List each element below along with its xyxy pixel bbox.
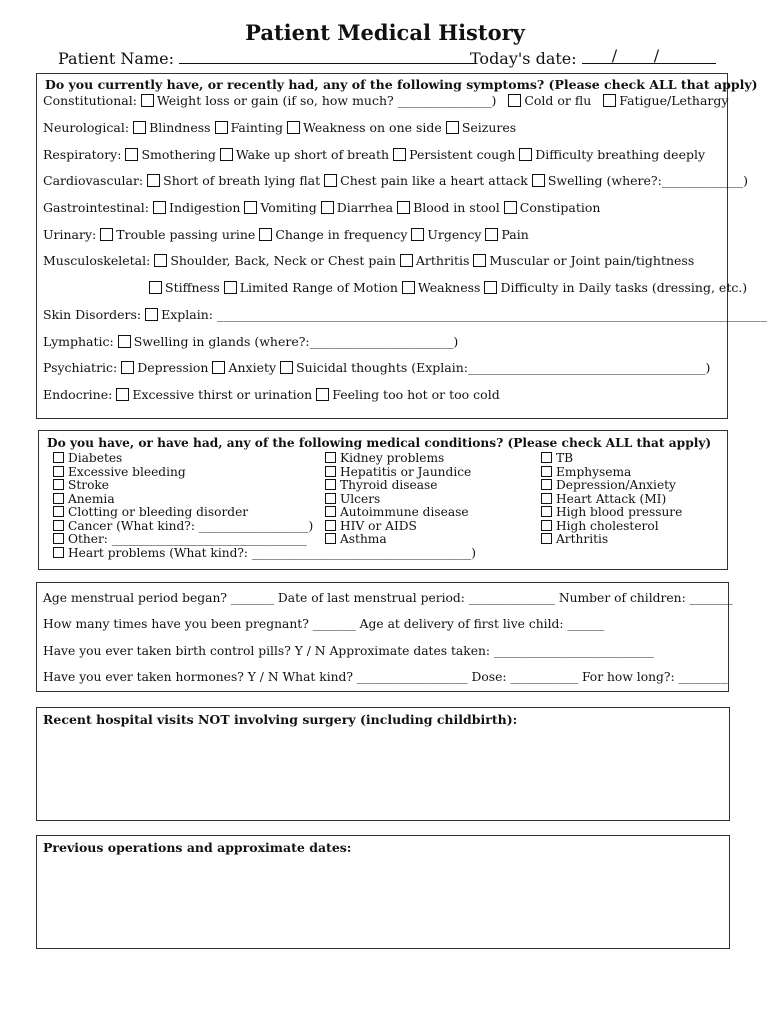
depression-option: Depression — [137, 360, 209, 375]
condition-label: Clotting or bleeding disorder — [68, 505, 249, 519]
respiratory-label: Respiratory: — [43, 147, 122, 162]
difficulty-breathing-option: Difficulty breathing deeply — [535, 147, 706, 162]
checkbox[interactable] — [325, 520, 336, 531]
condition-item — [325, 533, 471, 547]
psychiatric-row — [43, 360, 710, 376]
condition-label: Asthma — [340, 532, 387, 546]
operations-section[interactable] — [36, 835, 730, 949]
smothering-option: Smothering — [141, 147, 216, 162]
condition-item — [325, 479, 471, 493]
condition-item — [541, 479, 682, 493]
blindness-option: Blindness — [149, 120, 211, 135]
page-title: Patient Medical History — [245, 20, 525, 45]
condition-label: Kidney problems — [340, 451, 445, 465]
constitutional-row — [43, 93, 728, 109]
checkbox[interactable] — [125, 148, 138, 161]
fatigue-option: Fatigue/Lethargy — [619, 93, 729, 108]
patient-name-field[interactable] — [179, 49, 475, 64]
constipation-option: Constipation — [519, 200, 601, 215]
checkbox[interactable] — [53, 466, 64, 477]
checkbox[interactable] — [147, 174, 160, 187]
operations-label: Previous operations and approximate dates: — [43, 840, 352, 855]
condition-item — [325, 493, 471, 507]
menstrual-row[interactable]: Age menstrual period began? _______ Date of last menstrual period: ______________ Number of children: _______ — [43, 591, 733, 605]
urinary-label: Urinary: — [43, 227, 97, 242]
hospital-visits-section[interactable] — [36, 707, 730, 821]
checkbox[interactable] — [541, 452, 552, 463]
condition-item — [541, 506, 682, 520]
condition-item — [325, 466, 471, 480]
musculoskeletal-row-2 — [145, 280, 747, 296]
urinary-row — [43, 227, 529, 243]
skin-explain-field[interactable]: Explain: ________________________________________________________________________________________ — [161, 307, 767, 322]
checkbox[interactable] — [244, 201, 257, 214]
checkbox[interactable] — [141, 94, 154, 107]
checkbox[interactable] — [541, 533, 552, 544]
checkbox[interactable] — [259, 228, 272, 241]
todays-date-label: Today's date: — [470, 49, 577, 68]
checkbox[interactable] — [53, 520, 64, 531]
condition-item — [325, 506, 471, 520]
symptoms-heading: Do you currently have, or recently had, any of the following symptoms? (Please check ALL that apply) — [45, 77, 758, 92]
indigestion-option: Indigestion — [169, 200, 241, 215]
todays-date-row — [470, 46, 716, 68]
checkbox[interactable] — [321, 201, 334, 214]
checkbox[interactable] — [402, 281, 415, 294]
cardiovascular-label: Cardiovascular: — [43, 173, 144, 188]
checkbox[interactable] — [446, 121, 459, 134]
condition-label: Thyroid disease — [340, 478, 438, 492]
checkbox[interactable] — [316, 388, 329, 401]
checkbox[interactable] — [504, 201, 517, 214]
lymphatic-label: Lymphatic: — [43, 334, 114, 349]
checkbox[interactable] — [121, 361, 134, 374]
checkbox[interactable] — [397, 201, 410, 214]
musculoskeletal-row — [43, 253, 694, 269]
wake-up-option: Wake up short of breath — [235, 147, 390, 162]
checkbox[interactable] — [603, 94, 616, 107]
chest-pain-option: Chest pain like a heart attack — [340, 173, 528, 188]
checkbox[interactable] — [324, 174, 337, 187]
constitutional-label: Constitutional: — [43, 93, 137, 108]
neurological-label: Neurological: — [43, 120, 130, 135]
trouble-option: Trouble passing urine — [116, 227, 256, 242]
pain-option: Pain — [501, 227, 529, 242]
urgency-option: Urgency — [427, 227, 482, 242]
condition-item — [325, 520, 471, 534]
condition-label: Heart Attack (MI) — [556, 491, 667, 506]
checkbox[interactable] — [280, 361, 293, 374]
condition-label: High blood pressure — [556, 505, 683, 519]
swelling-option: Swelling (where?:_____________) — [547, 173, 748, 188]
condition-label: Excessive bleeding — [68, 464, 186, 479]
checkbox[interactable] — [224, 281, 237, 294]
endocrine-label: Endocrine: — [43, 387, 113, 402]
checkbox[interactable] — [133, 121, 146, 134]
checkbox[interactable] — [53, 493, 64, 504]
condition-item — [541, 533, 682, 547]
cardiovascular-row — [43, 173, 748, 189]
checkbox[interactable] — [541, 466, 552, 477]
short-breath-option: Short of breath lying flat — [163, 173, 321, 188]
patient-name-row — [58, 49, 475, 68]
skin-row — [43, 307, 767, 323]
pregnancy-row[interactable]: How many times have you been pregnant? _______ Age at delivery of first live child: ______ — [43, 617, 605, 631]
musculoskeletal-label: Musculoskeletal: — [43, 253, 151, 268]
suicidal-option: Suicidal thoughts (Explain:______________________________________) — [296, 360, 711, 375]
condition-label: Other: ________________________________ — [68, 532, 307, 546]
condition-label: Diabetes — [68, 451, 123, 465]
condition-item — [541, 493, 682, 507]
checkbox[interactable] — [145, 308, 158, 321]
condition-label: Anemia — [68, 491, 115, 506]
condition-label: Arthritis — [556, 532, 609, 546]
checkbox[interactable] — [287, 121, 300, 134]
endocrine-row — [43, 387, 500, 403]
condition-label: Depression/Anxiety — [556, 478, 676, 492]
blood-stool-option: Blood in stool — [413, 200, 500, 215]
skin-label: Skin Disorders: — [43, 307, 142, 322]
vomiting-option: Vomiting — [260, 200, 317, 215]
hospital-visits-label: Recent hospital visits NOT involving surgery (including childbirth): — [43, 712, 518, 727]
checkbox[interactable] — [53, 533, 64, 544]
checkbox[interactable] — [541, 520, 552, 531]
psychiatric-label: Psychiatric: — [43, 360, 118, 375]
checkbox[interactable] — [149, 281, 162, 294]
checkbox[interactable] — [212, 361, 225, 374]
conditions-col2 — [325, 452, 471, 547]
muscular-option: Muscular or Joint pain/tightness — [489, 253, 695, 268]
gastrointestinal-label: Gastrointestinal: — [43, 200, 149, 215]
change-option: Change in frequency — [275, 227, 408, 242]
checkbox[interactable] — [116, 388, 129, 401]
cough-option: Persistent cough — [409, 147, 516, 162]
condition-label: HIV or AIDS — [340, 518, 417, 533]
condition-item — [541, 452, 682, 466]
checkbox[interactable] — [154, 254, 167, 267]
checkbox[interactable] — [508, 94, 521, 107]
condition-label: Hepatitis or Jaundice — [340, 464, 472, 479]
checkbox[interactable] — [153, 201, 166, 214]
condition-label: Stroke — [68, 478, 110, 492]
patient-name-label: Patient Name: — [58, 49, 174, 68]
lymphatic-row — [43, 334, 458, 350]
checkbox[interactable] — [100, 228, 113, 241]
checkbox[interactable] — [53, 547, 64, 558]
swelling-glands-option: Swelling in glands (where?:_______________________) — [133, 334, 459, 349]
checkbox[interactable] — [473, 254, 486, 267]
weakness-side-option: Weakness on one side — [303, 120, 442, 135]
checkbox[interactable] — [541, 479, 552, 490]
checkbox[interactable] — [53, 479, 64, 490]
diarrhea-option: Diarrhea — [336, 200, 394, 215]
todays-date-field[interactable] — [582, 46, 716, 65]
hormones-row[interactable]: Have you ever taken hormones? Y / N What kind? __________________ Dose: ___________ For how long?: ________ — [43, 670, 728, 684]
checkbox[interactable] — [541, 493, 552, 504]
checkbox[interactable] — [325, 493, 336, 504]
checkbox[interactable] — [53, 506, 64, 517]
reproductive-section — [36, 582, 733, 692]
condition-label: Cancer (What kind?: __________________) — [68, 518, 314, 533]
arthritis-option: Arthritis — [415, 253, 470, 268]
checkbox[interactable] — [118, 335, 131, 348]
limited-option: Limited Range of Motion — [239, 280, 398, 295]
checkbox[interactable] — [519, 148, 532, 161]
checkbox[interactable] — [411, 228, 424, 241]
checkbox[interactable] — [485, 228, 498, 241]
weakness-option: Weakness — [417, 280, 481, 295]
checkbox[interactable] — [325, 466, 336, 477]
stiffness-option: Stiffness — [165, 280, 220, 295]
condition-label: High cholesterol — [556, 518, 659, 533]
conditions-heading: Do you have, or have had, any of the following medical conditions? (Please check ALL that apply) — [47, 436, 712, 450]
condition-label: Emphysema — [556, 464, 632, 479]
heart-problems-label: Heart problems (What kind?: ____________________________________) — [68, 545, 477, 560]
birth-control-row[interactable]: Have you ever taken birth control pills? Y / N Approximate dates taken: __________________________ — [43, 644, 654, 658]
fainting-option: Fainting — [230, 120, 283, 135]
checkbox[interactable] — [325, 533, 336, 544]
condition-label: Autoimmune disease — [340, 505, 469, 519]
conditions-col3 — [541, 452, 682, 547]
daily-tasks-option: Difficulty in Daily tasks (dressing, etc.) — [500, 280, 748, 295]
condition-item — [541, 466, 682, 480]
condition-item — [325, 452, 471, 466]
weight-option: Weight loss or gain (if so, how much? _______________) — [156, 93, 497, 108]
date-separator: / — [653, 46, 660, 65]
neurological-row — [43, 120, 516, 136]
condition-label: Ulcers — [340, 491, 381, 506]
checkbox[interactable] — [532, 174, 545, 187]
checkbox[interactable] — [325, 479, 336, 490]
checkbox[interactable] — [53, 452, 64, 463]
symptoms-section — [36, 73, 767, 419]
condition-item — [53, 547, 476, 561]
gastrointestinal-row — [43, 200, 600, 216]
seizures-option: Seizures — [461, 120, 517, 135]
condition-label: TB — [556, 451, 574, 465]
checkbox[interactable] — [541, 506, 552, 517]
checkbox[interactable] — [325, 452, 336, 463]
checkbox[interactable] — [215, 121, 228, 134]
respiratory-row — [43, 147, 705, 163]
checkbox[interactable] — [393, 148, 406, 161]
conditions-section — [38, 430, 728, 570]
checkbox[interactable] — [220, 148, 233, 161]
checkbox[interactable] — [325, 506, 336, 517]
hot-cold-option: Feeling too hot or too cold — [332, 387, 500, 402]
date-separator: / — [611, 46, 618, 65]
cold-option: Cold or flu — [524, 93, 592, 108]
thirst-option: Excessive thirst or urination — [132, 387, 313, 402]
shoulder-option: Shoulder, Back, Neck or Chest pain — [170, 253, 396, 268]
anxiety-option: Anxiety — [228, 360, 277, 375]
condition-item — [541, 520, 682, 534]
checkbox[interactable] — [484, 281, 497, 294]
checkbox[interactable] — [400, 254, 413, 267]
